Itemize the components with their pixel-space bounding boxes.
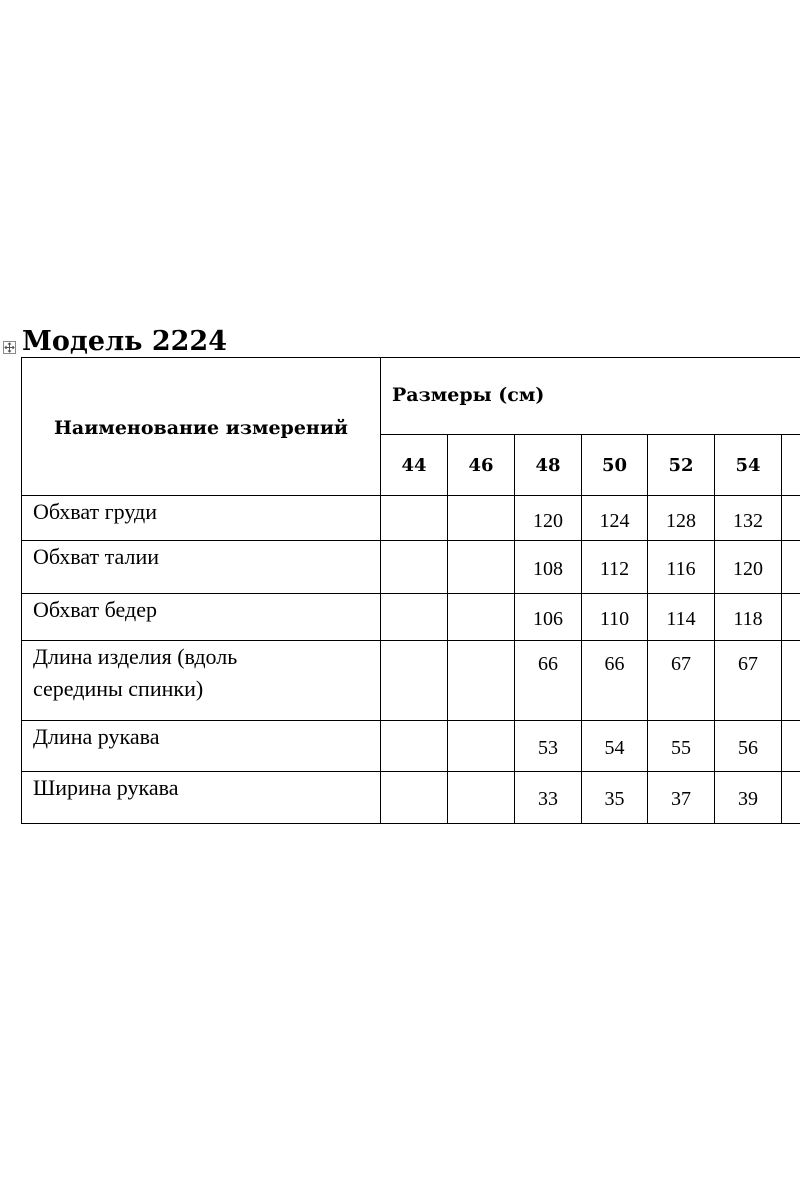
measurement-value-cell — [715, 496, 782, 541]
measurement-value-cell — [381, 496, 448, 541]
measurement-value — [448, 721, 514, 737]
measurement-value-cell — [648, 641, 715, 721]
measurement-value-cell — [715, 641, 782, 721]
measurement-value-cell — [648, 721, 715, 772]
measurement-value: 66 — [604, 653, 625, 675]
table-row — [22, 641, 800, 721]
measurement-value-cell — [582, 772, 648, 824]
measurement-value: 124 — [599, 510, 630, 532]
size-header-cell-empty — [782, 435, 800, 496]
measurement-value-cell-empty — [782, 496, 800, 541]
measurement-label-line: Обхват талии — [33, 544, 160, 569]
measurement-value-cell — [648, 772, 715, 824]
document-title: Модель 2224 — [22, 326, 227, 357]
measurement-value: 66 — [538, 653, 558, 675]
measurement-value: 35 — [604, 788, 625, 810]
measurement-value — [448, 541, 514, 558]
measurement-label — [22, 594, 381, 641]
measurement-value: 116 — [666, 558, 696, 580]
table-row — [22, 721, 800, 772]
measurement-value-cell-empty — [782, 594, 800, 641]
measurement-value: 53 — [538, 737, 558, 759]
measurement-value: 56 — [738, 737, 758, 759]
measurement-label — [22, 541, 381, 594]
measurement-value — [381, 541, 447, 558]
measurement-label-line: Обхват бедер — [33, 597, 157, 622]
measurement-value — [448, 772, 514, 788]
measurement-value: 108 — [533, 558, 563, 580]
measurement-value-cell — [582, 541, 648, 594]
measurement-label-line: середины спинки) — [33, 676, 204, 701]
measurement-value-cell — [448, 772, 515, 824]
table-move-handle-icon[interactable] — [3, 341, 16, 354]
measurement-value-cell — [448, 496, 515, 541]
measurement-value — [381, 496, 447, 510]
measurement-label-line: Длина рукава — [33, 724, 160, 749]
measurement-value — [381, 721, 447, 737]
measurement-value: 37 — [671, 788, 691, 810]
move-arrows-icon — [4, 342, 15, 353]
measurement-value: 39 — [738, 788, 758, 810]
measurement-value-cell — [582, 721, 648, 772]
measurement-label — [22, 721, 381, 772]
measurement-value: 54 — [604, 737, 625, 759]
measurement-label-line: Ширина рукава — [33, 775, 179, 800]
measurement-value — [448, 594, 514, 608]
measurement-value: 67 — [738, 653, 758, 675]
measurement-value-cell — [448, 594, 515, 641]
measurement-value: 132 — [733, 510, 763, 532]
measurement-value-cell — [515, 641, 582, 721]
measurement-name-header: Наименование измерений — [22, 358, 381, 496]
measurement-value-cell — [515, 721, 582, 772]
measurement-value-cell — [381, 594, 448, 641]
size-header-cell: 54 — [715, 435, 782, 496]
measurement-value — [381, 594, 447, 608]
measurement-value-cell-empty — [782, 541, 800, 594]
size-header-cell: 48 — [515, 435, 582, 496]
measurement-value: 128 — [666, 510, 696, 532]
table-row — [22, 541, 800, 594]
size-header-cell: 50 — [582, 435, 648, 496]
measurement-value-cell — [381, 541, 448, 594]
measurement-value-cell — [515, 541, 582, 594]
measurement-label-line: Длина изделия (вдоль — [33, 644, 238, 669]
measurement-label — [22, 496, 381, 541]
measurement-value: 106 — [533, 608, 563, 630]
size-header-cell: 52 — [648, 435, 715, 496]
measurement-value — [381, 641, 447, 653]
measurement-value-cell — [715, 594, 782, 641]
measurement-label — [22, 641, 381, 721]
size-header-cell: 44 — [381, 435, 448, 496]
measurement-value: 118 — [733, 608, 763, 630]
measurement-value-cell — [381, 641, 448, 721]
measurement-value-cell — [648, 594, 715, 641]
measurement-value-cell — [381, 772, 448, 824]
measurement-value-cell — [448, 541, 515, 594]
measurement-value-cell — [715, 721, 782, 772]
measurement-value: 55 — [671, 737, 691, 759]
measurement-value-cell — [648, 541, 715, 594]
measurement-value — [381, 772, 447, 788]
measurement-value: 114 — [666, 608, 696, 630]
measurement-value-cell — [448, 721, 515, 772]
measurement-value-cell — [582, 641, 648, 721]
measurement-value-cell — [582, 496, 648, 541]
measurement-value-cell — [448, 641, 515, 721]
size-table — [21, 357, 800, 824]
measurement-value-cell-empty — [782, 772, 800, 824]
measurement-value-cell — [582, 594, 648, 641]
table-row — [22, 772, 800, 824]
measurement-value-cell — [515, 772, 582, 824]
measurement-label-line: Обхват груди — [33, 499, 157, 524]
table-row — [22, 496, 800, 541]
measurement-value: 112 — [599, 558, 630, 580]
sizes-header: Размеры (см) — [381, 358, 800, 435]
measurement-value-cell — [715, 772, 782, 824]
measurement-value-cell — [515, 594, 582, 641]
size-header-cell: 46 — [448, 435, 515, 496]
measurement-value-cell-empty — [782, 641, 800, 721]
measurement-value — [448, 641, 514, 653]
measurement-value-cell-empty — [782, 721, 800, 772]
measurement-value: 110 — [599, 608, 630, 630]
measurement-value-cell — [715, 541, 782, 594]
measurement-value: 120 — [733, 558, 763, 580]
measurement-value — [448, 496, 514, 510]
measurement-value-cell — [381, 721, 448, 772]
measurement-value-cell — [515, 496, 582, 541]
measurement-label — [22, 772, 381, 824]
table-row — [22, 594, 800, 641]
measurement-value: 120 — [533, 510, 563, 532]
measurement-value: 67 — [671, 653, 691, 675]
measurement-value: 33 — [538, 788, 558, 810]
measurement-value-cell — [648, 496, 715, 541]
